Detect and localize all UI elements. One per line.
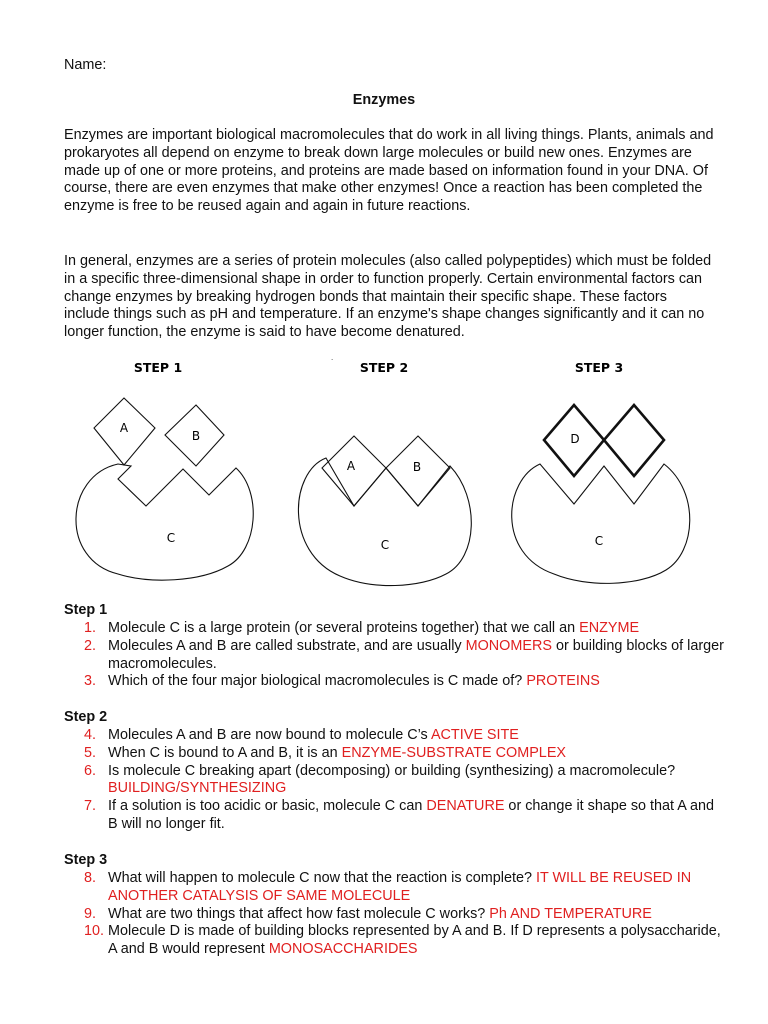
step-2-label: STEP 2	[359, 360, 409, 375]
question-text: What are two things that affect how fast molecule C works?	[108, 905, 490, 922]
step-3-label-c: C	[594, 534, 604, 548]
enzyme-c-shape	[76, 464, 253, 580]
answer-text: ENZYME-SUBSTRATE COMPLEX	[341, 744, 567, 761]
step-2-diagram	[298, 436, 471, 586]
question-number: 4.	[84, 727, 97, 743]
question-text: Is molecule C breaking apart (decomposing) or building (synthesizing) a macromolecule?	[108, 762, 676, 779]
answer-text: MONOSACCHARIDES	[268, 941, 418, 958]
question-7	[64, 798, 724, 834]
name-label: Name:	[64, 57, 107, 73]
answer-text: BUILDING/SYNTHESIZING	[108, 780, 287, 797]
question-number: 7.	[84, 798, 97, 815]
answer-text: ACTIVE SITE	[430, 727, 519, 743]
question-text: Molecules A and B are called substrate, and are usually	[108, 637, 466, 654]
step-1-questions	[64, 620, 724, 691]
question-text: Molecules A and B are now bound to molecule C’s	[108, 727, 431, 743]
step-1-label-b: B	[191, 429, 201, 443]
step-1-label-c: C	[166, 531, 176, 545]
answer-text: MONOMERS	[465, 637, 552, 654]
question-text: When C is bound to A and B, it is an	[108, 744, 342, 761]
step-2-label-b: B	[412, 460, 422, 474]
question-text-after: or change it shape so that A and B will no longer fit.	[108, 798, 715, 832]
question-text-after: or building blocks of larger macromolecules.	[108, 637, 724, 672]
svg-text:.: .	[331, 353, 334, 362]
step-2-label-c: C	[380, 538, 390, 552]
question-number: 3.	[84, 673, 97, 690]
step-3-diagram	[512, 405, 690, 583]
question-5	[64, 745, 724, 763]
answer-text: PROTEINS	[526, 673, 600, 690]
step-1-heading: Step 1	[64, 602, 108, 618]
question-9	[64, 906, 724, 924]
step-1-label: STEP 1	[133, 360, 183, 375]
step-2-questions	[64, 727, 724, 834]
step-3-questions	[64, 870, 724, 959]
question-text: If a solution is too acidic or basic, molecule C can	[108, 798, 427, 815]
question-number: 10.	[84, 923, 105, 940]
question-number: 9.	[84, 905, 97, 922]
answer-text: IT WILL BE REUSED IN ANOTHER CATALYSIS OF SAME MOLECULE	[108, 870, 692, 904]
step-1-diagram	[76, 398, 253, 580]
question-6	[64, 763, 724, 799]
step-3-label-d: D	[570, 432, 580, 446]
question-number: 6.	[84, 762, 97, 779]
question-1	[64, 620, 724, 638]
enzyme-steps-diagram	[0, 352, 768, 597]
intro-paragraph-2: In general, enzymes are a series of protein molecules (also called polypeptides) which must be folded in a specific three-dimensional shape in order to function properly. Certain environmental factors can change enzymes by breaking hydrogen bonds that maintain their specific shape. These factors include things such as pH and temperature. If an enzyme's shape changes significantly and it can no longer function, the enzyme is said to have become denatured.	[64, 253, 712, 341]
page-title: Enzymes	[352, 92, 416, 108]
question-number: 1.	[84, 620, 97, 636]
step-2-heading: Step 2	[64, 709, 108, 725]
question-text: What will happen to molecule C now that the reaction is complete?	[108, 870, 536, 886]
question-10	[64, 923, 724, 959]
question-8	[64, 870, 724, 906]
question-3	[64, 673, 724, 691]
question-4	[64, 727, 724, 745]
enzyme-c-shape	[298, 458, 471, 586]
enzyme-c-shape	[512, 464, 690, 583]
step-3-heading: Step 3	[64, 852, 108, 868]
question-text: Molecule C is a large protein (or several proteins together) that we call an	[108, 620, 580, 636]
step-1-label-a: A	[119, 421, 129, 435]
question-text: Which of the four major biological macromolecules is C made of?	[108, 673, 527, 690]
question-text: Molecule D is made of building blocks represented by A and B. If D represents a polysaccharide, A and B would represent	[108, 923, 721, 958]
answer-text: Ph AND TEMPERATURE	[489, 905, 652, 922]
step-3-label: STEP 3	[574, 360, 624, 375]
answer-text: ENZYME	[579, 620, 640, 636]
question-number: 8.	[84, 870, 97, 886]
product-d-right-diamond	[604, 405, 664, 476]
step-2-label-a: A	[346, 459, 356, 473]
question-2	[64, 638, 724, 674]
question-number: 2.	[84, 637, 97, 654]
question-number: 5.	[84, 744, 97, 761]
answer-text: DENATURE	[426, 798, 505, 815]
intro-paragraph-1: Enzymes are important biological macromolecules that do work in all living things. Plants, animals and prokaryotes all depend on enzyme to break down large molecules or build new ones. Enzymes are made up of one or more proteins, and proteins are made based on information found in your DNA. Of course, there are even enzymes that make other enzymes! Once a reaction has been completed the enzyme is free to be reused again and again in future reactions.	[64, 127, 714, 215]
